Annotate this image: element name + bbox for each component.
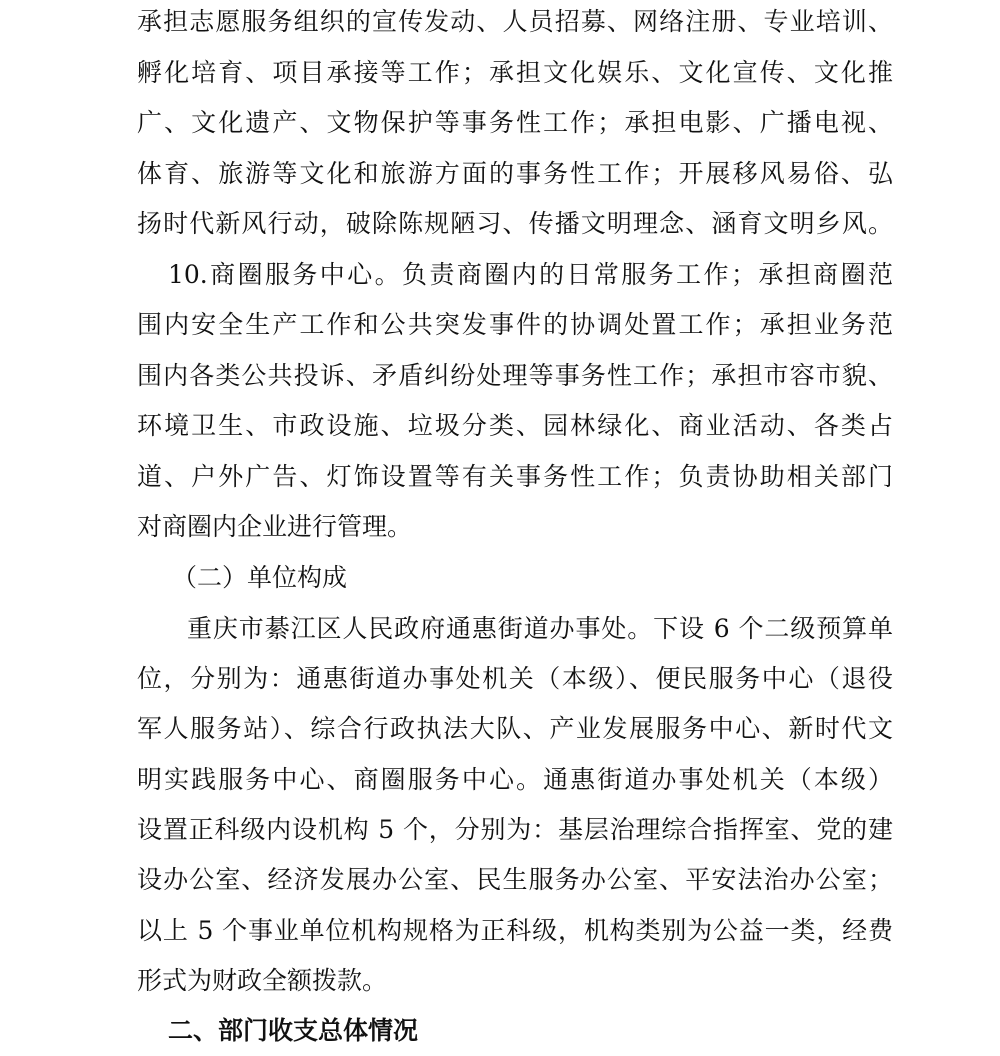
paragraph-line: 围内各类公共投诉、矛盾纠纷处理等事务性工作；承担市容市貌、 [137, 361, 893, 390]
paragraph-line: 围内安全生产工作和公共突发事件的协调处置工作；承担业务范 [137, 310, 893, 339]
paragraph-line: 重庆市綦江区人民政府通惠街道办事处。下设 6 个二级预算单 [187, 614, 893, 643]
section-heading: 二、部门收支总体情况 [168, 1016, 419, 1045]
paragraph-line: 广、文化遗产、文物保护等事务性工作；承担电影、广播电视、 [137, 108, 893, 137]
paragraph-line: 设办公室、经济发展办公室、民生服务办公室、平安法治办公室； [137, 865, 893, 894]
paragraph-line: 10.商圈服务中心。负责商圈内的日常服务工作；承担商圈范 [168, 260, 893, 289]
paragraph-line: 体育、旅游等文化和旅游方面的事务性工作；开展移风易俗、弘 [137, 159, 893, 188]
paragraph-line: 环境卫生、市政设施、垃圾分类、园林绿化、商业活动、各类占 [137, 411, 893, 440]
paragraph-line: 设置正科级内设机构 5 个，分别为：基层治理综合指挥室、党的建 [137, 815, 893, 844]
paragraph-line: 孵化培育、项目承接等工作；承担文化娱乐、文化宣传、文化推 [137, 58, 893, 87]
paragraph-line: 明实践服务中心、商圈服务中心。通惠街道办事处机关（本级） [137, 765, 893, 794]
paragraph-line: 道、户外广告、灯饰设置等有关事务性工作；负责协助相关部门 [137, 462, 893, 491]
paragraph-line: 位，分别为：通惠街道办事处机关（本级）、便民服务中心（退役 [137, 664, 893, 693]
paragraph-line: 承担志愿服务组织的宣传发动、人员招募、网络注册、专业培训、 [137, 7, 893, 36]
subsection-heading: （二）单位构成 [172, 563, 348, 592]
paragraph-line: 以上 5 个事业单位机构规格为正科级，机构类别为公益一类，经费 [137, 916, 893, 945]
paragraph-line: 扬时代新风行动，破除陈规陋习、传播文明理念、涵育文明乡风。 [137, 209, 893, 238]
paragraph-line: 军人服务站）、综合行政执法大队、产业发展服务中心、新时代文 [137, 714, 893, 743]
paragraph-line: 对商圈内企业进行管理。 [137, 512, 413, 541]
paragraph-line: 形式为财政全额拨款。 [137, 966, 388, 995]
